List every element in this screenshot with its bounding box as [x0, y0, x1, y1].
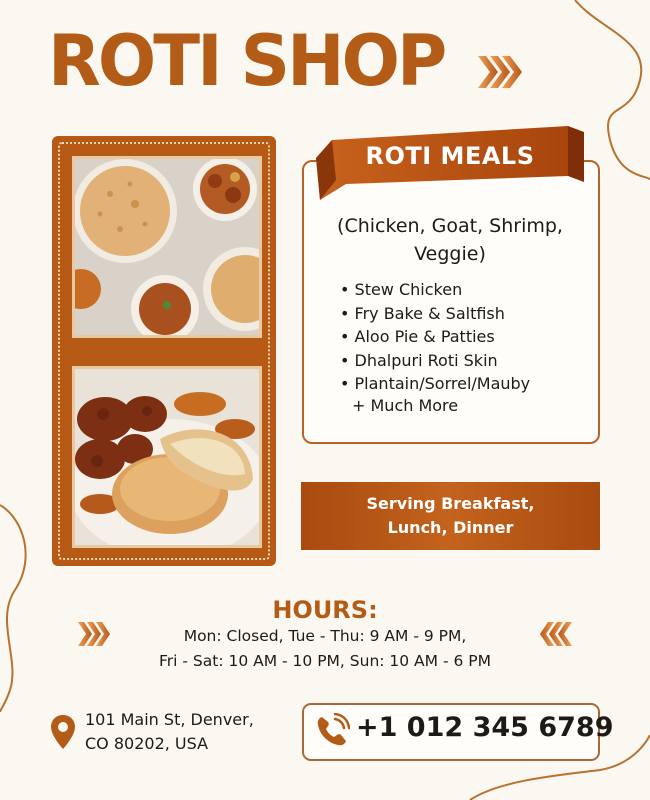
meals-list: [340, 278, 530, 396]
phone-icon: [314, 713, 350, 749]
serving-line-1: Serving Breakfast,: [366, 494, 535, 513]
serving-banner: [301, 482, 600, 550]
serving-line-2: Lunch, Dinner: [387, 518, 514, 537]
meals-subtitle: (Chicken, Goat, Shrimp, Veggie): [337, 215, 563, 265]
chicken-bake-photo: [72, 366, 262, 548]
list-item: • Aloo Pie & Patties: [340, 327, 495, 347]
photo-panel: [52, 136, 276, 566]
page-title: ROTI SHOP: [48, 20, 445, 102]
phone-number[interactable]: +1 012 345 6789: [356, 712, 614, 743]
meals-more: + Much More: [352, 396, 459, 415]
list-item: • Dhalpuri Roti Skin: [340, 350, 498, 370]
meals-heading: ROTI MEALS: [365, 142, 535, 170]
address: [85, 708, 254, 756]
hours-line-1: Mon: Closed, Tue - Thu: 9 AM - 9 PM,: [183, 627, 467, 645]
hours-line-2: Fri - Sat: 10 AM - 10 PM, Sun: 10 AM - 6 PM: [159, 652, 491, 670]
address-line-1: 101 Main St, Denver,: [85, 710, 254, 729]
roti-photo: [72, 156, 262, 338]
chevron-right-icon: [476, 54, 526, 90]
list-item: • Plantain/Sorrel/Mauby: [340, 374, 531, 394]
location-pin-icon: [50, 714, 76, 750]
hours-title: HOURS:: [272, 596, 378, 624]
address-line-2: CO 80202, USA: [85, 734, 209, 753]
list-item: • Stew Chicken: [340, 280, 463, 299]
list-item: • Fry Bake & Saltfish: [340, 303, 505, 323]
